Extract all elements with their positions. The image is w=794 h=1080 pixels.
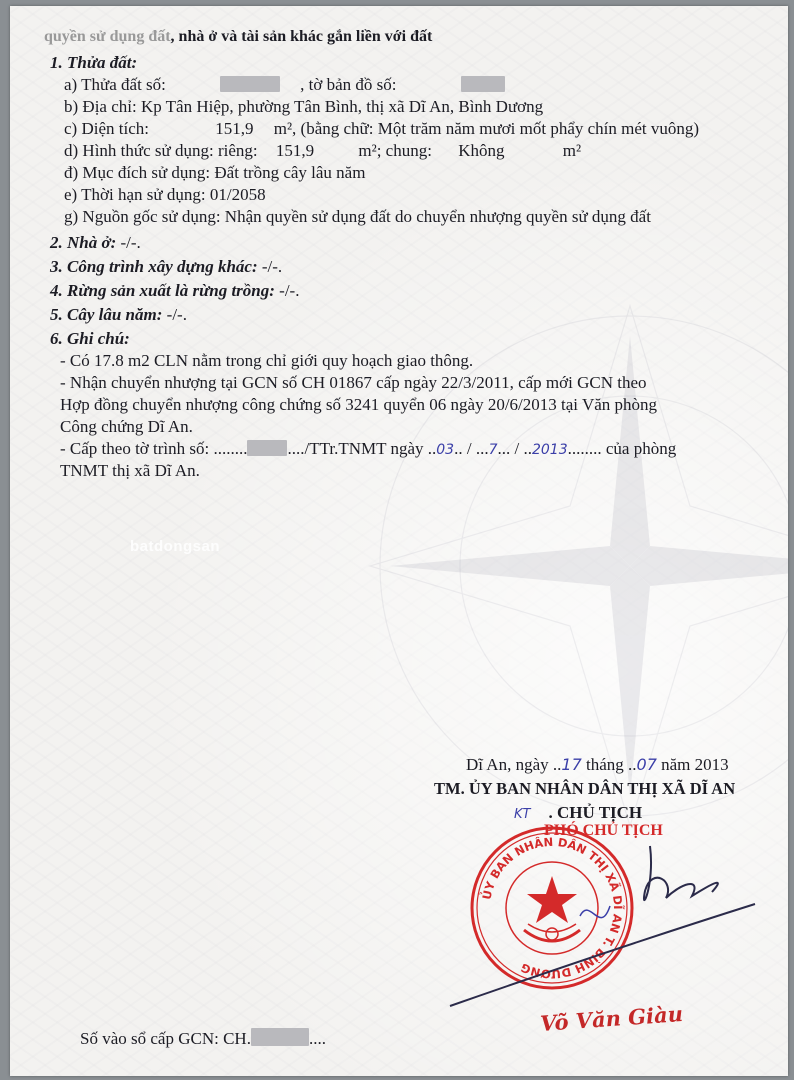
section-3: 3. Công trình xây dựng khác: -/-.: [50, 257, 283, 276]
certificate-page: [10, 6, 788, 1076]
handwritten-month: 7: [488, 442, 498, 458]
note-3-line-2: TNMT thị xã Dĩ An.: [60, 461, 200, 480]
seal-ring-text: ỦY BAN NHÂN DÂN THỊ XÃ DĨ AN T. BÌNH DƯƠNG: [479, 834, 626, 982]
purpose-line: đ) Mục đích sử dụng: Đất trồng cây lâu năm: [64, 163, 366, 182]
origin-line: g) Nguồn gốc sử dụng: Nhận quyền sử dụng đất do chuyển nhượng quyền sử dụng đất: [64, 207, 651, 226]
redacted-submission-number: [247, 440, 287, 456]
vice-chairman-title: PHÓ CHỦ TỊCH: [544, 822, 663, 839]
note-1: - Có 17.8 m2 CLN nằm trong chỉ giới quy hoạch giao thông.: [60, 351, 474, 370]
chairman-title: KT . CHỦ TỊCH: [514, 803, 643, 822]
place-date-line: Dĩ An, ngày ..17 tháng ..07 năm 2013: [466, 755, 729, 774]
redacted-map-number: [461, 76, 505, 92]
handwritten-year: 2013: [531, 442, 568, 458]
section-6-title: 6. Ghi chú:: [50, 329, 130, 348]
initials-kt: KT: [514, 807, 531, 822]
header-faded-prefix: quyền sử dụng đất: [44, 28, 171, 45]
section-2: 2. Nhà ở: -/-.: [50, 233, 141, 252]
term-line: e) Thời hạn sử dụng: 01/2058: [64, 185, 266, 204]
note-3-line-1: - Cấp theo tờ trình số: ........ ..../TTr.TNMT ngày ..03.. / ...7... / ..2013........ của phòng: [60, 439, 677, 458]
usage-form-line: d) Hình thức sử dụng: riêng: 151,9 m²; chung: Không m²: [64, 141, 582, 160]
handwritten-signature: [440, 826, 760, 1016]
note-2-line-1: - Nhận chuyển nhượng tại GCN số CH 01867 cấp ngày 22/3/2011, cấp mới GCN theo: [60, 373, 647, 392]
signer-name: Võ Văn Giàu: [539, 1001, 684, 1036]
area-line: c) Diện tích: 151,9 m², (bằng chữ: Một trăm năm mươi mốt phẩy chín mét vuông): [64, 119, 700, 138]
note-2-line-2: Hợp đồng chuyển nhượng công chứng số 3241 quyển 06 ngày 20/6/2013 tại Văn phòng: [60, 395, 658, 414]
registry-number-line: Số vào sổ cấp GCN: CH. ....: [80, 1029, 326, 1048]
note-2-line-3: Công chứng Dĩ An.: [60, 417, 193, 436]
parcel-number-line: a) Thửa đất số: , tờ bản đồ số:: [64, 74, 505, 96]
header-title: quyền sử dụng đất, nhà ở và tài sản khác gắn liền với đất: [44, 28, 433, 45]
handwritten-sign-day: 17: [561, 755, 582, 774]
redacted-parcel-number: [220, 76, 280, 92]
address-line: b) Địa chỉ: Kp Tân Hiệp, phường Tân Bình, thị xã Dĩ An, Bình Dương: [64, 97, 544, 116]
handwritten-day: 03: [436, 442, 455, 458]
issuing-org: TM. ỦY BAN NHÂN DÂN THỊ XÃ DĨ AN: [434, 779, 736, 798]
redacted-registry-number: [251, 1028, 309, 1046]
section-4: 4. Rừng sản xuất là rừng trồng: -/-.: [50, 281, 300, 300]
watermark-logo: batdongsan: [130, 538, 220, 555]
section-1-title: 1. Thửa đất:: [50, 53, 138, 72]
section-5: 5. Cây lâu năm: -/-.: [50, 305, 187, 324]
handwritten-sign-month: 07: [636, 755, 657, 774]
